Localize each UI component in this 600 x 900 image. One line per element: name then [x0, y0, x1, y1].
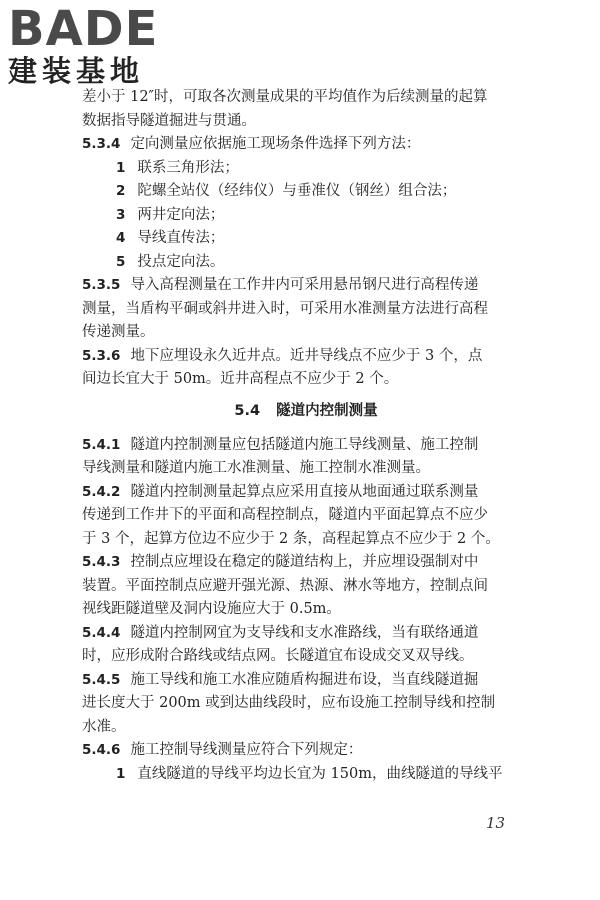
list-item: 3 两井定向法；: [116, 206, 225, 223]
clause-number: 5.4.2: [82, 483, 121, 500]
section-number: 5.4: [234, 402, 261, 419]
clause-5-4-3: 5.4.3 控制点应埋设在稳定的隧道结构上，并应埋设强制对中 装置。平面控制点应避开强光源、热源、淋水等地方，控制点间 视线距隧道壁及洞内设施应大于 0.5m。: [82, 554, 488, 617]
list-item: 1 直线隧道的导线平均边长宜为 150m，曲线隧道的导线平: [116, 765, 503, 782]
logo-subtitle: 建装基地: [8, 54, 145, 88]
clause-5-4-2: 5.4.2 隧道内控制测量起算点应采用直接从地面通过联系测量 传递到工作井下的平面和高程控制点，隧道内平面起算点不应少 于 3 个，起算方位边不应少于 2 条，高程起算点不应少于 2 个。: [82, 483, 500, 547]
document-body: [82, 86, 530, 786]
list-item: 2 陀螺全站仪（经纬仪）与垂准仪（钢丝）组合法；: [116, 183, 457, 199]
clause-number: 5.4.4: [82, 624, 121, 641]
clause-5-4-6: 5.4.6 施工控制导线测量应符合下列规定：: [82, 742, 363, 758]
clause-number: 5.4.3: [82, 554, 121, 570]
logo-wordmark: BADE: [8, 1, 159, 57]
clause-5-4-4: 5.4.4 隧道内控制网宜为支导线和支水准路线，当有联络通道 时，应形成附合路线或结点网。长隧道宜布设成交叉双导线。: [82, 624, 479, 664]
clause-5-4-1: 5.4.1 隧道内控制测量应包括隧道内施工导线测量、施工控制 导线测量和隧道内施工水准测量、施工控制水准测量。: [82, 436, 479, 476]
clause-number: 5.4.6: [82, 742, 121, 758]
clause-number: 5.4.5: [82, 671, 121, 688]
clause-5-3-4: 5.3.4 定向测量应依据施工现场条件选择下列方法：: [82, 136, 421, 152]
clause-number: 5.3.4: [82, 136, 121, 152]
clause-number: 5.4.1: [82, 436, 121, 453]
section-heading: [82, 400, 530, 424]
section-title: 隧道内控制测量: [276, 402, 378, 419]
page-number: 13: [486, 814, 506, 832]
bade-logo: [8, 1, 178, 88]
clause-number: 5.3.6: [82, 347, 121, 364]
list-item: 1 联系三角形法；: [116, 159, 239, 176]
clause-5-4-5: 5.4.5 施工导线和施工水准应随盾构掘进布设，当直线隧道掘 进长度大于 200m 或到达曲线段时，应布设施工控制导线和控制 水准。: [82, 671, 496, 735]
list-item: 4 导线直传法；: [116, 230, 225, 246]
paragraph-continuation: 差小于 12″时，可取各次测量成果的平均值作为后续测量的起算 数据指导隧道掘进与贯通。: [82, 89, 488, 129]
list-item: 5 投点定向法。: [116, 253, 225, 270]
clause-number: 5.3.5: [82, 277, 121, 293]
clause-5-3-5: 5.3.5 导入高程测量在工作井内可采用悬吊钢尺进行高程传递 测量，当盾构平硐或斜井进入时，可采用水准测量方法进行高程 传递测量。: [82, 277, 488, 340]
clause-5-3-6: 5.3.6 地下应埋设永久近井点。近井导线点不应少于 3 个，点 间边长宜大于 50m。近井高程点不应少于 2 个。: [82, 347, 483, 387]
